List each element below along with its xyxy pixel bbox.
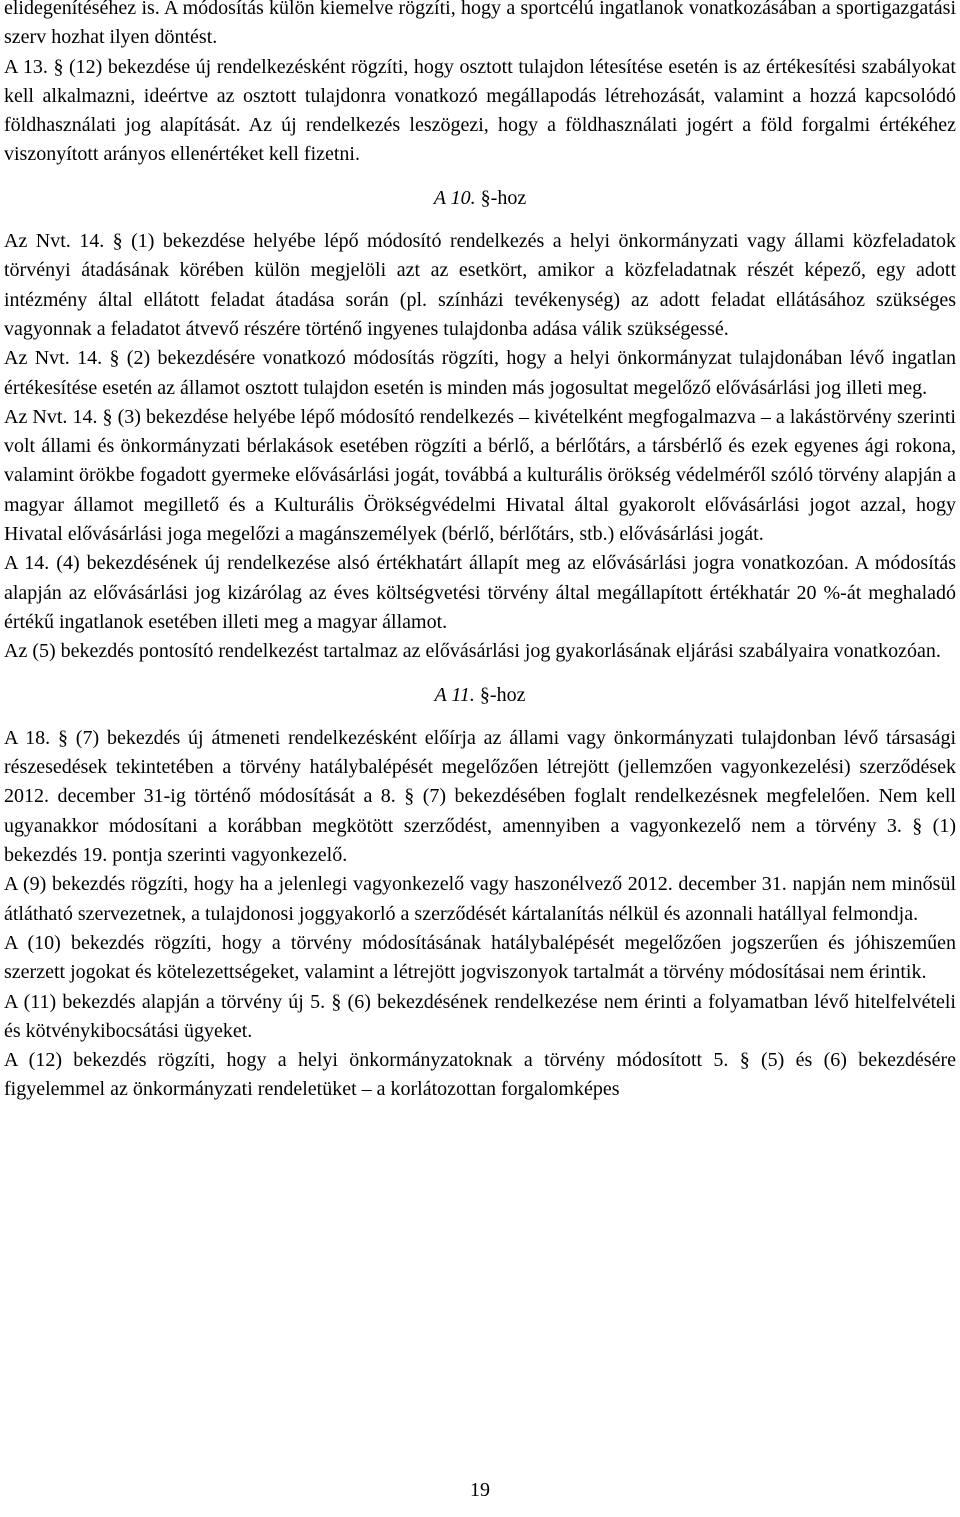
- paragraph: A (12) bekezdés rögzíti, hogy a helyi önkormányzatoknak a törvény módosított 5. § (5) és (6) bekezdésére figyelemmel az önkormányzati rendeletüket – a korlátozottan forgalomképes: [4, 1049, 956, 1101]
- paragraph: A (10) bekezdés rögzíti, hogy a törvény módosításának hatálybalépését megelőzően jogszerűen és jóhiszeműen szerzett jogokat és kötelezettségeket, valamint a létrejött jogviszonyok tartalmát a törvény módosításai nem érintik.: [4, 931, 956, 984]
- section-heading-suffix: §-hoz: [479, 683, 526, 706]
- spacer: [4, 710, 956, 724]
- paragraph: Az Nvt. 14. § (2) bekezdésére vonatkozó módosítás rögzíti, hogy a helyi önkormányzat tulajdonában lévő ingatlan értékesítése esetén az államot osztott tulajdon esetén is minden más jogosultat megelőző elővásárlási jog illeti meg.: [4, 347, 956, 399]
- paragraph: A (11) bekezdés alapján a törvény új 5. § (6) bekezdésének rendelkezése nem érinti a folyamatban lévő hitelfelvételi és kötvénykibocsátási ügyeket.: [4, 990, 956, 1042]
- paragraph: elidegenítéséhez is. A módosítás külön kiemelve rögzíti, hogy a sportcélú ingatlanok vonatkozásában a sportigazgatási szerv hozhat ilyen döntést.: [4, 0, 956, 49]
- paragraph: Az (5) bekezdés pontosító rendelkezést tartalmaz az elővásárlási jog gyakorlásának eljárási szabályaira vonatkozóan.: [4, 640, 941, 663]
- section-heading-suffix: §-hoz: [480, 186, 527, 209]
- page-number: 19: [470, 1479, 490, 1501]
- paragraph: A (9) bekezdés rögzíti, hogy ha a jelenlegi vagyonkezelő vagy haszonélvező 2012. december 31. napján nem minősül átlátható szervezetnek, a tulajdonosi joggyakorló a szerződését kártalanítás nélkül és azonnali hatállyal felmondja.: [4, 873, 956, 925]
- paragraph: A 18. § (7) bekezdés új átmeneti rendelkezésként előírja az állami vagy önkormányzati tulajdonban lévő társasági részesedések tekintetében a törvény hatálybalépését megelőzően létrejött (jellemzően vagyonkezelési) szerződések 2012. december 31-ig történő módosítását a 8. § (7) bekezdésében foglalt rendelkezésnek megfelelően. Nem kell ugyanakkor módosítani a korábban megkötött szerződést, amennyiben a vagyonkezelő nem a törvény 3. § (1) bekezdés 19. pontja szerinti vagyonkezelő.: [4, 726, 956, 867]
- paragraph: A 14. (4) bekezdésének új rendelkezése alsó értékhatárt állapít meg az elővásárlási jogra vonatkozóan. A módosítás alapján az elővásárlási jog kizárólag az éves költségvetési törvény által megállapított értékhatár 20 %-át meghaladó értékű ingatlanok esetében illeti meg a magyar államot.: [4, 552, 956, 633]
- spacer: [4, 170, 956, 184]
- section-heading-number: A 10.: [433, 186, 476, 209]
- section-heading-11: [4, 681, 956, 710]
- section-heading-number: A 11.: [434, 683, 475, 706]
- spacer: [4, 667, 956, 681]
- document-body: [4, 0, 956, 1105]
- spacer: [4, 213, 956, 227]
- paragraph: Az Nvt. 14. § (1) bekezdése helyébe lépő módosító rendelkezés a helyi önkormányzati vagy állami közfeladatok törvényi átadásának körében külön megjelöli azt az esetkört, amikor a közfeladatnak részét képező, egy adott intézmény által ellátott feladat átadása során (pl. színházi tevékenység) az adott feladat ellátásához szükséges vagyonnak a feladatot átvevő részére történő ingyenes tulajdonba adása válik szükségessé.: [4, 230, 956, 340]
- paragraph: Az Nvt. 14. § (3) bekezdése helyébe lépő módosító rendelkezés – kivételként megfogalmazva – a lakástörvény szerinti volt állami és önkormányzati bérlakások esetében rögzíti a bérlő, a bérlőtárs, a társbérlő és ezek egyenes ági rokona, valamint örökbe fogadott gyermeke elővásárlási jogát, továbbá a kulturális örökség védelméről szóló törvény alapján a magyar államot megillető és a Kulturális Örökségvédelmi Hivatal által gyakorolt elővásárlási jogot azzal, hogy Hivatal elővásárlási joga megelőzi a magánszemélyek (bérlő, bérlőtárs, stb.) elővásárlási jogát.: [4, 405, 956, 546]
- section-heading-10: [4, 184, 956, 213]
- paragraph: A 13. § (12) bekezdése új rendelkezésként rögzíti, hogy osztott tulajdon létesítése esetén is az értékesítési szabályokat kell alkalmazni, ideértve az osztott tulajdonra vonatkozó megállapodás létrehozását, valamint a hozzá kapcsolódó földhasználati jog alapítását. Az új rendelkezés leszögezi, hogy a földhasználati jogért a föld forgalmi értékéhez viszonyított arányos ellenértéket kell fizetni.: [4, 55, 956, 166]
